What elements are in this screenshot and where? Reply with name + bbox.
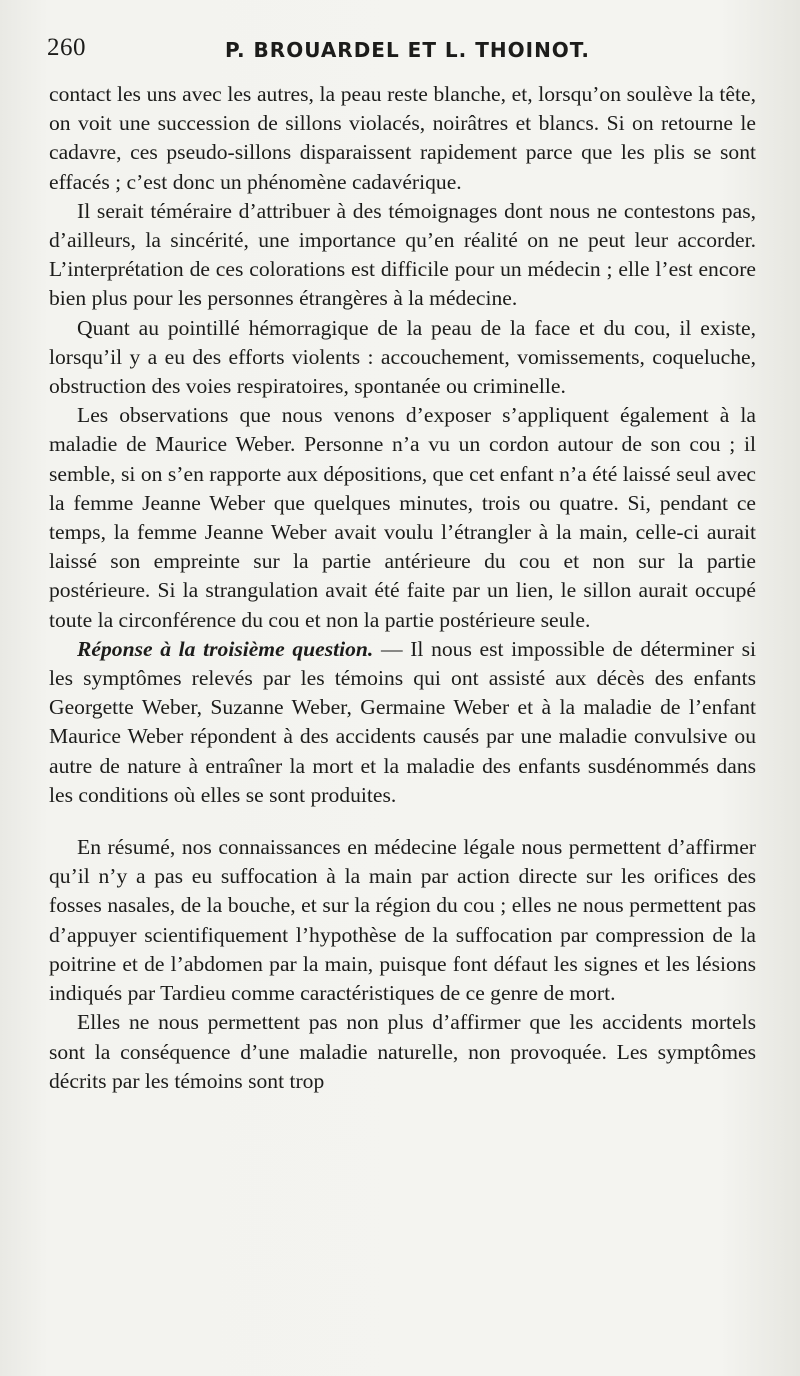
paragraph-resume: En résumé, nos connaissances en médecine légale nous permettent d’affirmer qu’il n’y a pas eu suffocation à la main par action directe sur les orifices des fosses nasales, de la bouche, et sur la région du cou ; elles ne nous permettent pas d’appuyer scientifiquement l’hypothèse de la suffocation par compression de la poitrine et de l’abdomen par la main, puisque font défaut les signes et les lésions indiqués par Tardieu comme caractéristiques de ce genre de mort. [49, 835, 756, 1006]
paragraph-response [49, 635, 756, 810]
page-header [47, 34, 757, 70]
paragraph-continued: contact les uns avec les autres, la peau reste blanche, et, lorsqu’on soulève la tête, on voit une succession de sillons violacés, noirâtres et blancs. Si on retourne le cadavre, ces pseudo-sillons disparaissent rapidement parce que les plis se sont effacés ; c’est donc un phénomène cadavérique. [49, 82, 756, 194]
paragraph-temoignages: Il serait téméraire d’attribuer à des témoignages dont nous ne contestons pas, d’ailleurs, la sincérité, une importance qu’en réalité on ne peut leur accorder. L’interprétation de ces colorations est difficile pour un médecin ; elle l’est encore bien plus pour les personnes étrangères à la médecine. [49, 198, 756, 311]
page-number: 260 [47, 34, 86, 61]
body-text [49, 80, 756, 1096]
response-text: — Il nous est impossible de déterminer si les symptômes relevés par les témoins qui ont assisté aux décès des enfants Georgette Weber, Suzanne Weber, Germaine Weber et à la maladie de l’enfant Maurice Weber répondent à des accidents causés par une maladie convulsive ou autre de nature à entraîner la mort et la maladie des enfants susdénommés dans les conditions où elles se sont produites. [49, 636, 756, 807]
running-head: P. BROUARDEL ET L. THOINOT. [225, 38, 591, 62]
paragraph-pointille: Quant au pointillé hémorragique de la peau de la face et du cou, il existe, lorsqu’il y a eu des efforts violents : accouchement, vomissements, coqueluche, obstruction des voies respiratoires, spontanée ou criminelle. [49, 315, 756, 399]
response-lead: Réponse à la troisième question. [77, 636, 374, 661]
paragraph-final: Elles ne nous permettent pas non plus d’affirmer que les accidents mortels sont la conséquence d’une maladie naturelle, non provoquée. Les symptômes décrits par les témoins sont trop [49, 1010, 756, 1093]
paragraph-maurice-weber: Les observations que nous venons d’exposer s’appliquent également à la maladie de Maurice Weber. Personne n’a vu un cordon autour de son cou ; il semble, si on s’en rapporte aux dépositions, que cet enfant n’a été laissé seul avec la femme Jeanne Weber que quelques minutes, trois ou quatre. Si, pendant ce temps, la femme Jeanne Weber avait voulu l’étrangler à la main, celle-ci aurait laissé son empreinte sur la partie antérieure du cou et non sur la partie postérieure. Si la strangulation avait été faite par un lien, le sillon aurait occupé toute la circonférence du cou et non la partie postérieure seule. [49, 403, 756, 632]
